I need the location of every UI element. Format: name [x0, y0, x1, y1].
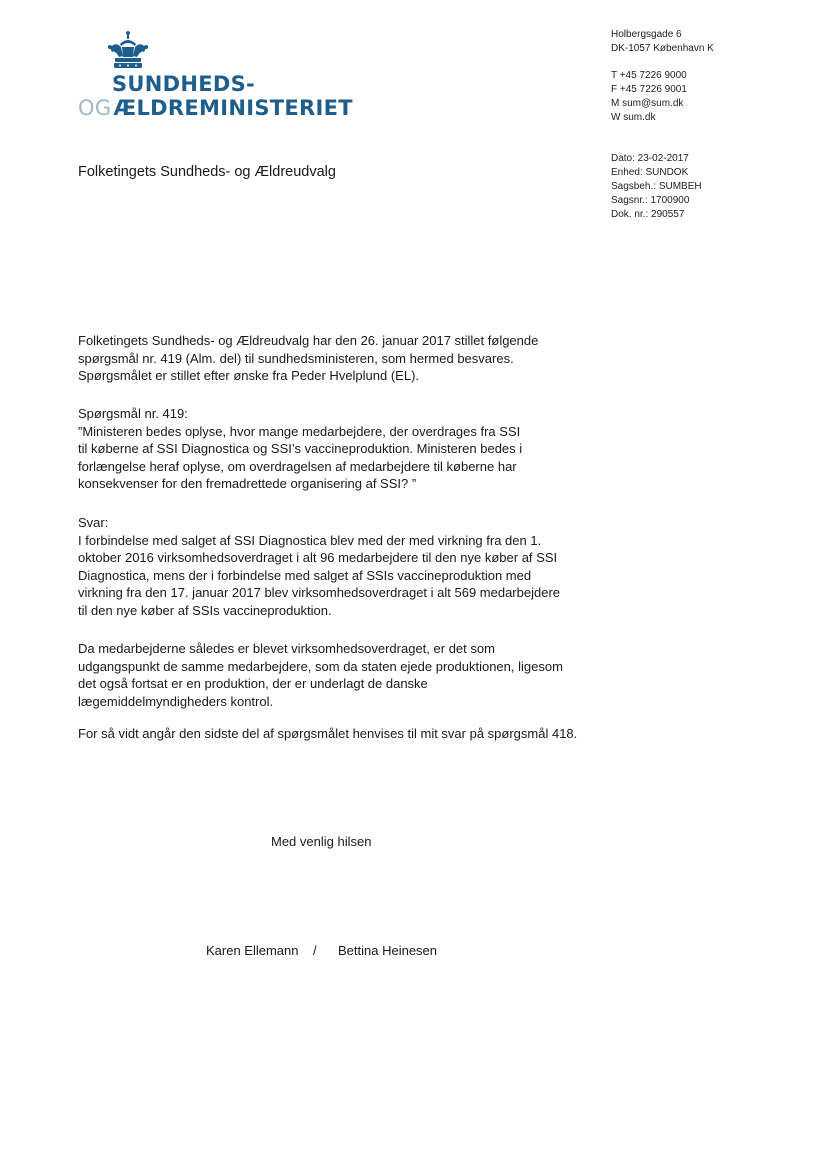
meta-date: Dato: 23-02-2017 — [611, 153, 689, 164]
text-line: til køberne af SSI Diagnostica og SSI’s vaccineproduktion. Ministeren bedes i — [78, 441, 523, 456]
recipient: Folketingets Sundheds- og Ældreudvalg — [78, 164, 336, 180]
question-heading: Spørgsmål nr. 419: — [78, 406, 188, 421]
text-line: Da medarbejderne således er blevet virksomhedsoverdraget, er det som — [78, 641, 495, 656]
closing-greeting: Med venlig hilsen — [271, 834, 372, 849]
address-street: Holbergsgade 6 — [611, 29, 682, 40]
logo-text-line2 — [78, 96, 353, 120]
text-line: udgangspunkt de samme medarbejdere, som da staten ejede produktionen, ligesom — [78, 658, 563, 674]
paragraph-followup — [78, 640, 578, 710]
signature-separator: / — [313, 943, 317, 958]
text-line: Folketingets Sundheds- og Ældreudvalg har den 26. januar 2017 stillet følgende — [78, 333, 539, 348]
answer-heading: Svar: — [78, 515, 109, 530]
signature-second: Bettina Heinesen — [338, 943, 438, 958]
contact-web: W sum.dk — [611, 112, 656, 123]
meta-case-no: Sagsnr.: 1700900 — [611, 195, 690, 206]
text-line: det også fortsat er en produktion, der er underlagt de danske — [78, 676, 428, 691]
paragraph-answer — [78, 514, 578, 619]
text-line: spørgsmål nr. 419 (Alm. del) til sundhedsministeren, som hermed besvares. — [78, 350, 514, 366]
crown-icon — [107, 30, 149, 70]
meta-unit: Enhed: SUNDOK — [611, 167, 689, 178]
case-meta-block — [611, 152, 702, 222]
text-line: oktober 2016 virksomhedsoverdraget i alt 96 medarbejdere til den nye køber af SSI — [78, 550, 558, 565]
meta-handler: Sagsbeh.: SUMBEH — [611, 181, 702, 192]
meta-doc-no: Dok. nr.: 290557 — [611, 209, 685, 220]
text-line: Diagnostica, mens der i forbindelse med salget af SSIs vaccineproduktion med — [78, 567, 532, 583]
signature-first: Karen Ellemann — [206, 943, 299, 958]
text-line: til den nye køber af SSIs vaccineproduktion. — [78, 602, 332, 618]
text-line: I forbindelse med salget af SSI Diagnostica blev med der med virkning fra den 1. — [78, 532, 542, 548]
text-line: Spørgsmålet er stillet efter ønske fra Peder Hvelplund (EL). — [78, 368, 420, 383]
text-line: lægemiddelmyndigheders kontrol. — [78, 693, 274, 709]
text-line: forlængelse heraf oplyse, om overdragelsen af medarbejdere til køberne har — [78, 458, 517, 474]
text-line: virkning fra den 17. januar 2017 blev virksomhedsoverdraget i alt 569 medarbejdere — [78, 585, 561, 600]
paragraph-question — [78, 405, 578, 493]
contact-mail: M sum@sum.dk — [611, 98, 684, 109]
address-block — [611, 28, 714, 56]
logo-text-ministry: ÆLDREMINISTERIET — [113, 96, 353, 120]
contact-block — [611, 69, 687, 125]
text-line: konsekvenser for den fremadrettede organisering af SSI? ” — [78, 476, 417, 491]
contact-fax: F +45 7226 9001 — [611, 84, 687, 95]
paragraph-intro — [78, 332, 578, 385]
text-line: For så vidt angår den sidste del af spørgsmålet henvises til mit svar på spørgsmål 418. — [78, 726, 578, 741]
logo-text-line1: SUNDHEDS- — [112, 72, 256, 96]
logo-text-og: OG — [78, 96, 112, 120]
paragraph-reference — [78, 725, 578, 743]
address-city: DK-1057 København K — [611, 43, 714, 54]
text-line: ”Ministeren bedes oplyse, hvor mange medarbejdere, der overdrages fra SSI — [78, 423, 521, 439]
contact-phone: T +45 7226 9000 — [611, 70, 687, 81]
